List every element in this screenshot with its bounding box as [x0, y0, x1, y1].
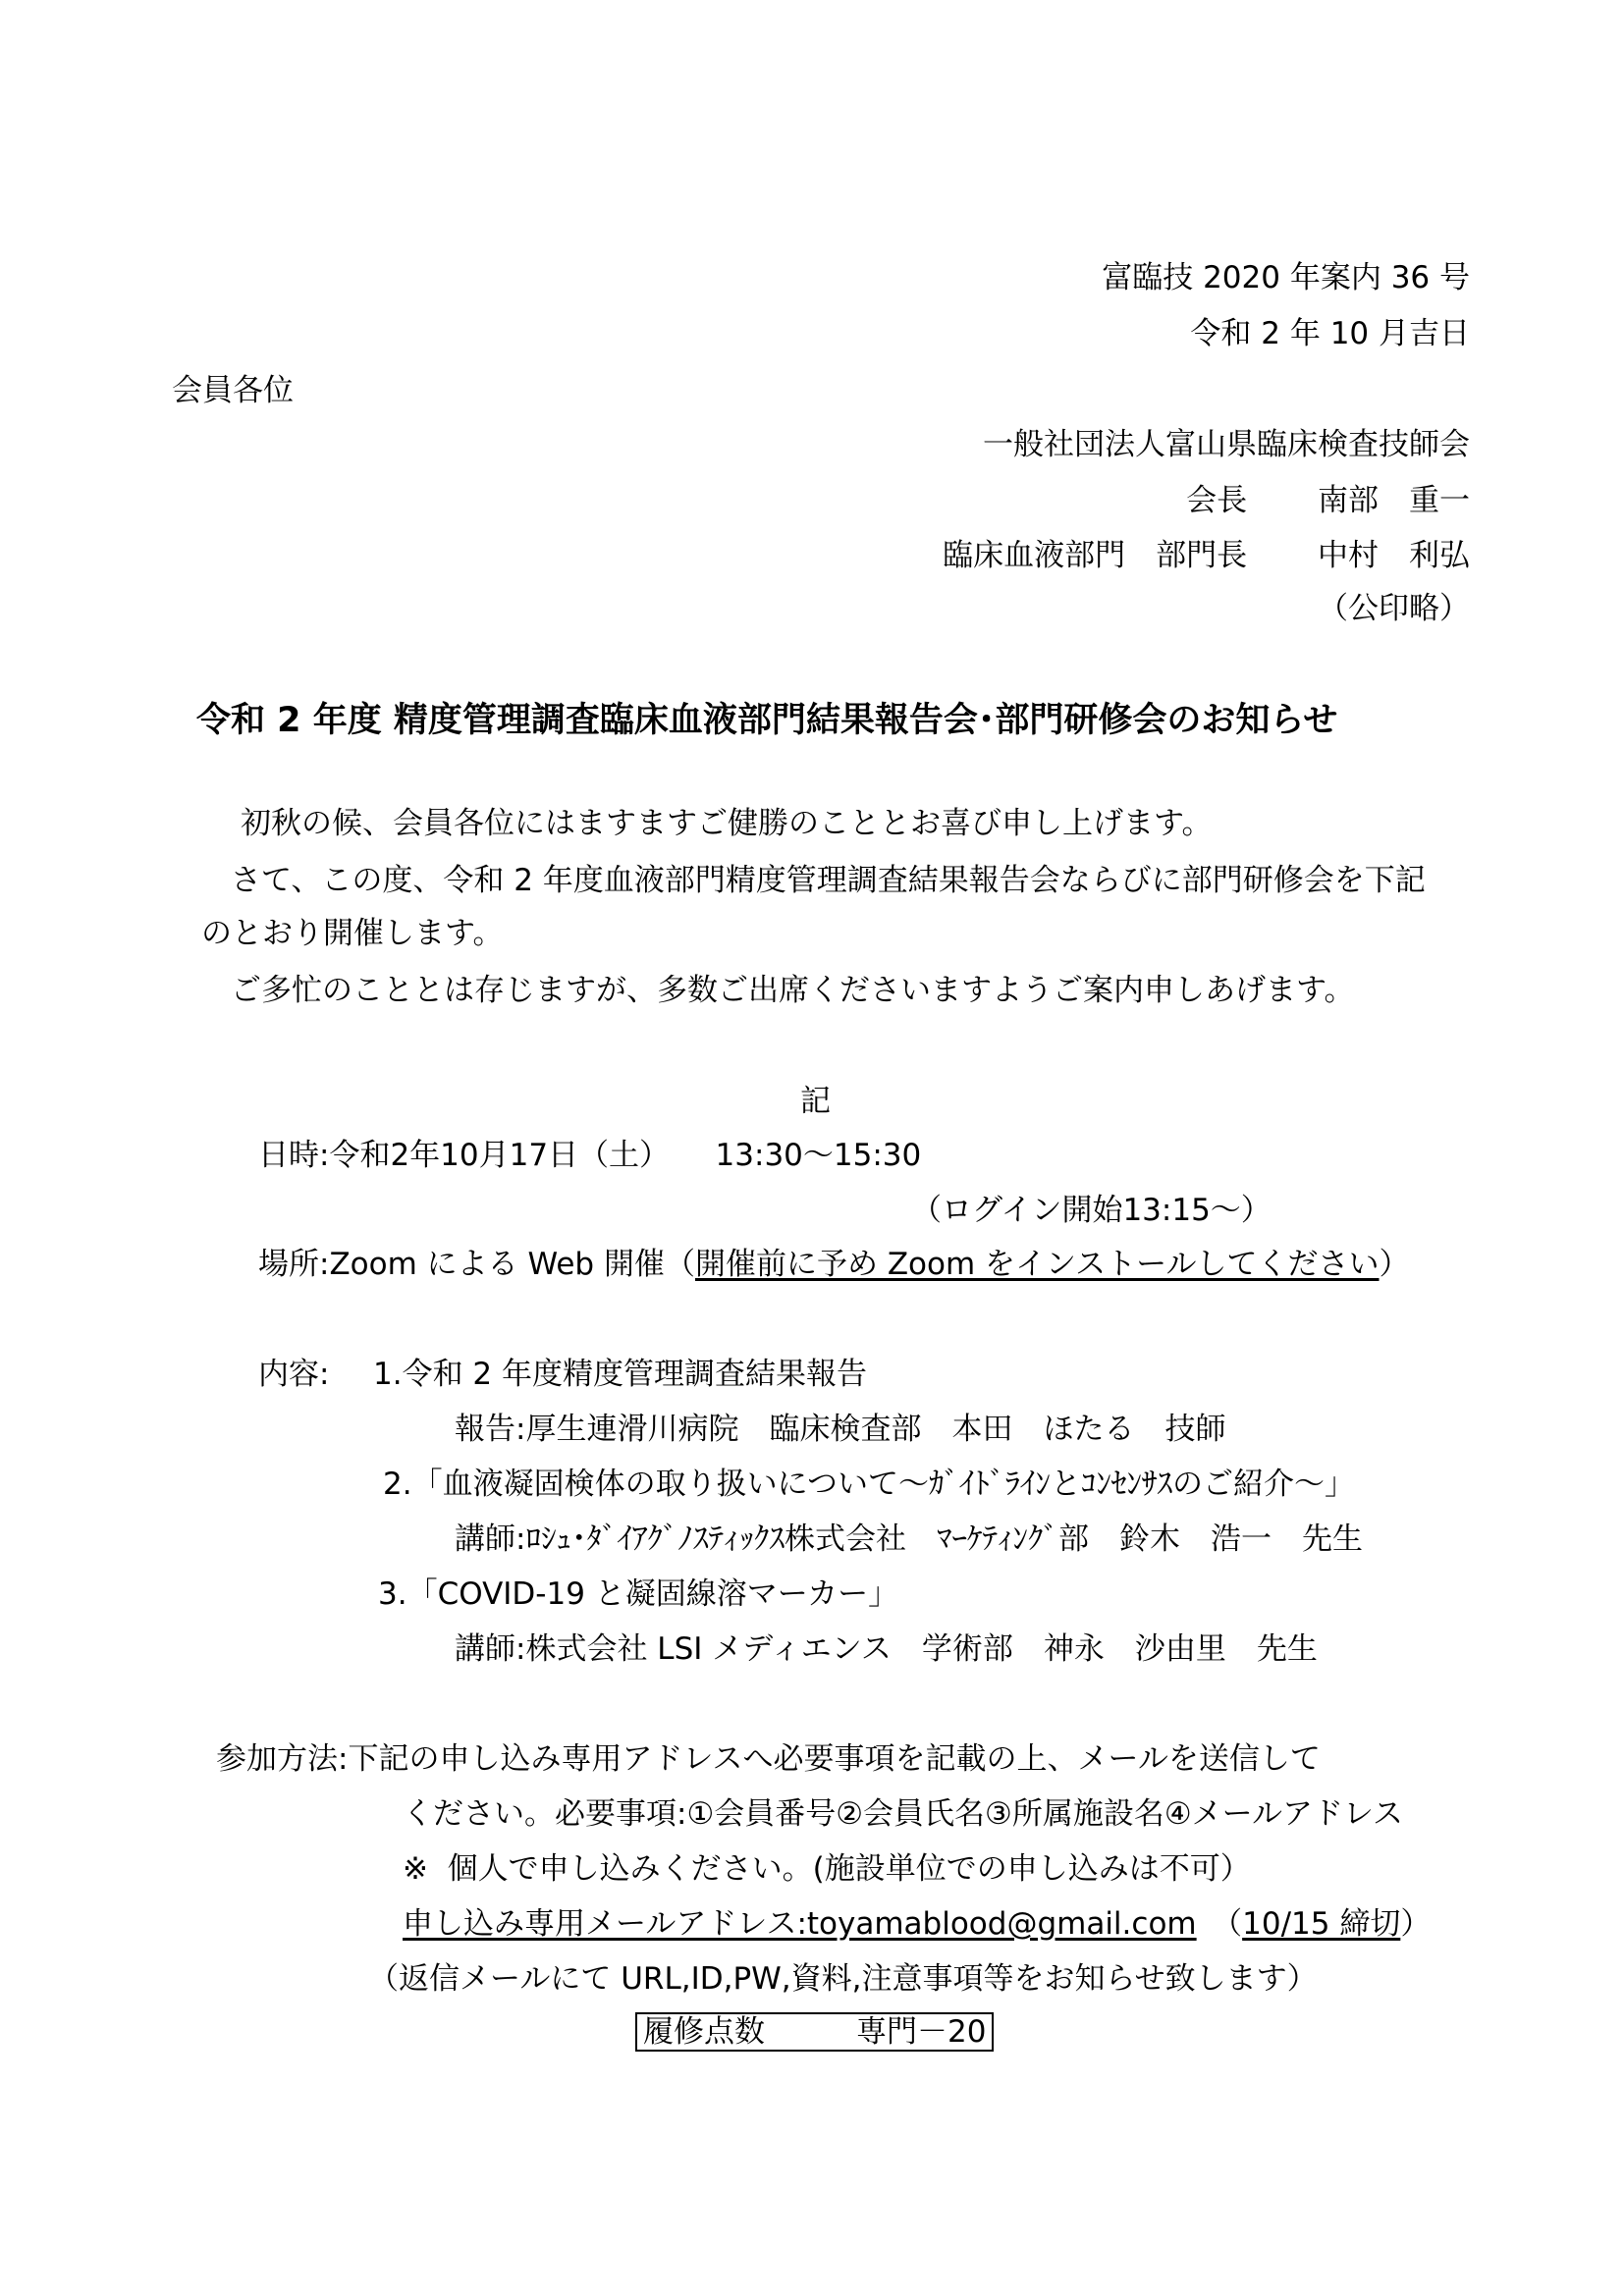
participation-method-line1: 参加方法:下記の申し込み専用アドレスへ必要事項を記載の上、メールを送信して [216, 1741, 1321, 1777]
greeting-paragraph: 初秋の候、会員各位にはますますご健勝のこととお喜び申し上げます。 [241, 806, 1213, 841]
content-item-1: 1.令和 2 年度精度管理調査結果報告 [373, 1357, 868, 1392]
deadline-close: ） [1400, 1906, 1432, 1942]
zoom-install-note: 開催前に予め Zoom をインストールしてください [694, 1247, 1380, 1282]
content-item-2: 2.「血液凝固検体の取り扱いについて～ｶﾞｲﾄﾞﾗｲﾝとｺﾝｾﾝｻｽのご紹介～」 [383, 1467, 1355, 1502]
document-number: 富臨技 2020 年案内 36 号 [1102, 260, 1470, 295]
content-item-3-lecturer: 講師:株式会社 LSI メディエンス 学術部 神永 沙由里 先生 [455, 1631, 1318, 1667]
notice-heading: 記 [800, 1084, 831, 1119]
page-title: 令和 2 年度 精度管理調査臨床血液部門結果報告会･部門研修会のお知らせ [196, 701, 1338, 740]
reply-mail-note: （返信メールにて URL,ID,PW,資料,注意事項等をお知らせ致します） [368, 1961, 1318, 1997]
location-text: 場所:Zoom による Web 開催（ [258, 1247, 695, 1282]
location-suffix: ） [1379, 1247, 1410, 1282]
announcement-paragraph-line2: のとおり開催します。 [201, 916, 504, 951]
issue-date: 令和 2 年 10 月吉日 [1190, 316, 1470, 351]
deadline: 10/15 締切 [1242, 1906, 1401, 1942]
addressee: 会員各位 [172, 373, 294, 408]
content-item-3: 3.「COVID-19 と凝固線溶マーカー」 [378, 1576, 899, 1612]
credit-points-box [635, 2012, 994, 2052]
event-datetime: 日時:令和2年10月17日（土） 13:30～15:30 [258, 1138, 922, 1173]
event-location [258, 1245, 1410, 1284]
login-start-time: （ログイン開始13:15～） [911, 1193, 1272, 1228]
application-email-link[interactable]: 申し込み専用メールアドレス:toyamablood@gmail.com [403, 1906, 1197, 1942]
content-item-2-lecturer: 講師:ﾛｼｭ･ﾀﾞｲｱｸﾞﾉｽﾃｨｯｸｽ株式会社 ﾏｰｹﾃｨﾝｸﾞ部 鈴木 浩一 先生 [455, 1522, 1363, 1557]
deadline-open: （ [1226, 1906, 1243, 1942]
seal-omitted-note: （公印略） [1318, 591, 1470, 626]
content-label: 内容: [258, 1357, 330, 1392]
individual-application-note: ※ 個人で申し込みください。(施設単位での申し込みは不可） [403, 1851, 1251, 1887]
credit-points: 履修点数 専門－20 [635, 2012, 994, 2052]
application-email-line [403, 1904, 1431, 1944]
participation-method-line2: ください。必要事項:①会員番号②会員氏名③所属施設名④メールアドレス [403, 1796, 1404, 1832]
sender-organization: 一般社団法人富山県臨床検査技師会 [983, 427, 1470, 462]
announcement-paragraph-line1: さて、この度、令和 2 年度血液部門精度管理調査結果報告会ならびに部門研修会を下記 [231, 863, 1426, 898]
sender-department-head: 臨床血液部門 部門長 中村 利弘 [943, 538, 1470, 573]
invitation-paragraph: ご多忙のこととは存じますが、多数ご出席くださいますようご案内申しあげます。 [231, 973, 1355, 1008]
content-item-1-reporter: 報告:厚生連滑川病院 臨床検査部 本田 ほたる 技師 [455, 1412, 1226, 1447]
sender-president: 会長 南部 重一 [1186, 483, 1470, 518]
